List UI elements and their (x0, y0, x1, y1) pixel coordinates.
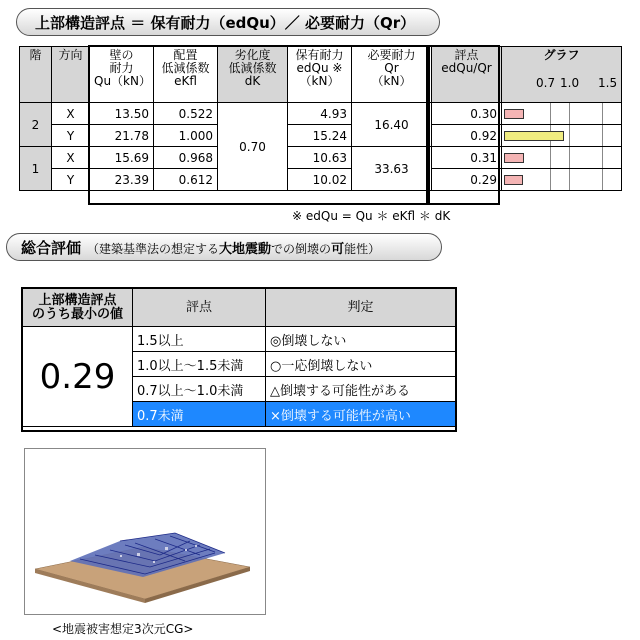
graph-gridline (550, 103, 551, 124)
overall-subtitle: （建築基準法の想定する大地震動での倒壊の可能性） (87, 241, 381, 257)
score-range: 1.0以上～1.5未満 (133, 352, 266, 377)
header-deterioration-factor: 劣化度 低減係数 dK (218, 47, 288, 103)
graph-gridline (569, 125, 570, 146)
structure-score-title: 上部構造評点 ＝ 保有耐力（edQu）／ 必要耐力（Qr） (35, 13, 416, 32)
score-bar (504, 175, 523, 185)
overall-title: 総合評価 (21, 238, 82, 257)
min-score-value: 0.29 (23, 327, 133, 427)
graph-gridline (550, 147, 551, 168)
dk-cell: 0.70 (218, 103, 288, 191)
collapsed-house-cg-icon (25, 449, 265, 614)
score-range: 0.7以上～1.0未満 (133, 377, 266, 402)
qu-cell: 21.78 (90, 125, 154, 147)
edqu-cell: 10.63 (288, 147, 352, 169)
graph-cell (502, 147, 622, 169)
floor-2-cell: 2 (20, 103, 52, 147)
judgement-text: ◎倒壊しない (266, 327, 456, 352)
header-eval-score: 評点 (133, 289, 266, 327)
edqu-cell: 4.93 (288, 103, 352, 125)
graph-tick-0.7: 0.7 (536, 76, 556, 90)
seismic-score-table (19, 46, 622, 191)
graph-tick-1.5: 1.5 (598, 76, 618, 90)
qu-cell: 23.39 (90, 169, 154, 191)
judgement-text: ○一応倒壊しない (266, 352, 456, 377)
judgement-text: △倒壊する可能性がある (266, 377, 456, 402)
graph-gridline (602, 147, 603, 168)
header-wall-strength: 壁の 耐力 Qu（kN） (90, 47, 154, 103)
formula-footnote: ※ edQu = Qu ＊ eKfl ＊ dK (292, 209, 451, 223)
cg-caption: <地震被害想定3次元CG> (52, 622, 194, 636)
header-required-strength: 必要耐力 Qr （kN） (352, 47, 432, 103)
qr-cell: 16.40 (352, 103, 432, 147)
graph-gridline (569, 103, 570, 124)
graph-gridline (602, 103, 603, 124)
ekfl-cell: 0.612 (154, 169, 218, 191)
graph-gridline (550, 169, 551, 190)
header-direction: 方向 (52, 47, 90, 103)
earthquake-damage-3d-cg-image (24, 448, 266, 615)
graph-cell (502, 125, 622, 147)
direction-cell: Y (52, 169, 90, 191)
section-header-structure-score (16, 8, 440, 36)
graph-gridline (602, 125, 603, 146)
graph-gridline (569, 147, 570, 168)
header-judgement: 判定 (266, 289, 456, 327)
graph-gridline (569, 169, 570, 190)
graph-cell (502, 103, 622, 125)
qu-cell: 13.50 (90, 103, 154, 125)
ekfl-cell: 1.000 (154, 125, 218, 147)
score-bar (504, 109, 524, 119)
header-graph: グラフ 0.7 1.0 1.5 (502, 47, 622, 103)
score-cell: 0.29 (432, 169, 502, 191)
edqu-cell: 10.02 (288, 169, 352, 191)
edqu-cell: 15.24 (288, 125, 352, 147)
score-cell: 0.92 (432, 125, 502, 147)
score-range-selected: 0.7未満 (133, 402, 266, 427)
graph-cell (502, 169, 622, 191)
graph-tick-1.0: 1.0 (560, 76, 580, 90)
direction-cell: X (52, 103, 90, 125)
score-cell: 0.30 (432, 103, 502, 125)
graph-gridline (602, 169, 603, 190)
ekfl-cell: 0.522 (154, 103, 218, 125)
direction-cell: Y (52, 125, 90, 147)
score-bar (504, 131, 564, 141)
header-retained-strength: 保有耐力 edQu ※ （kN） (288, 47, 352, 103)
qu-cell: 15.69 (90, 147, 154, 169)
score-cell: 0.31 (432, 147, 502, 169)
header-placement-factor: 配置 低減係数 eKfl (154, 47, 218, 103)
ekfl-cell: 0.968 (154, 147, 218, 169)
qr-cell: 33.63 (352, 147, 432, 191)
score-bar (504, 153, 524, 163)
direction-cell: X (52, 147, 90, 169)
section-header-overall (6, 233, 442, 261)
header-score: 評点 edQu/Qr (432, 47, 502, 103)
header-min-score: 上部構造評点 のうち最小の値 (23, 289, 133, 327)
overall-evaluation-table (22, 288, 456, 427)
judgement-text-selected: ×倒壊する可能性が高い (266, 402, 456, 427)
header-floor: 階 (20, 47, 52, 103)
score-range: 1.5以上 (133, 327, 266, 352)
floor-1-cell: 1 (20, 147, 52, 191)
